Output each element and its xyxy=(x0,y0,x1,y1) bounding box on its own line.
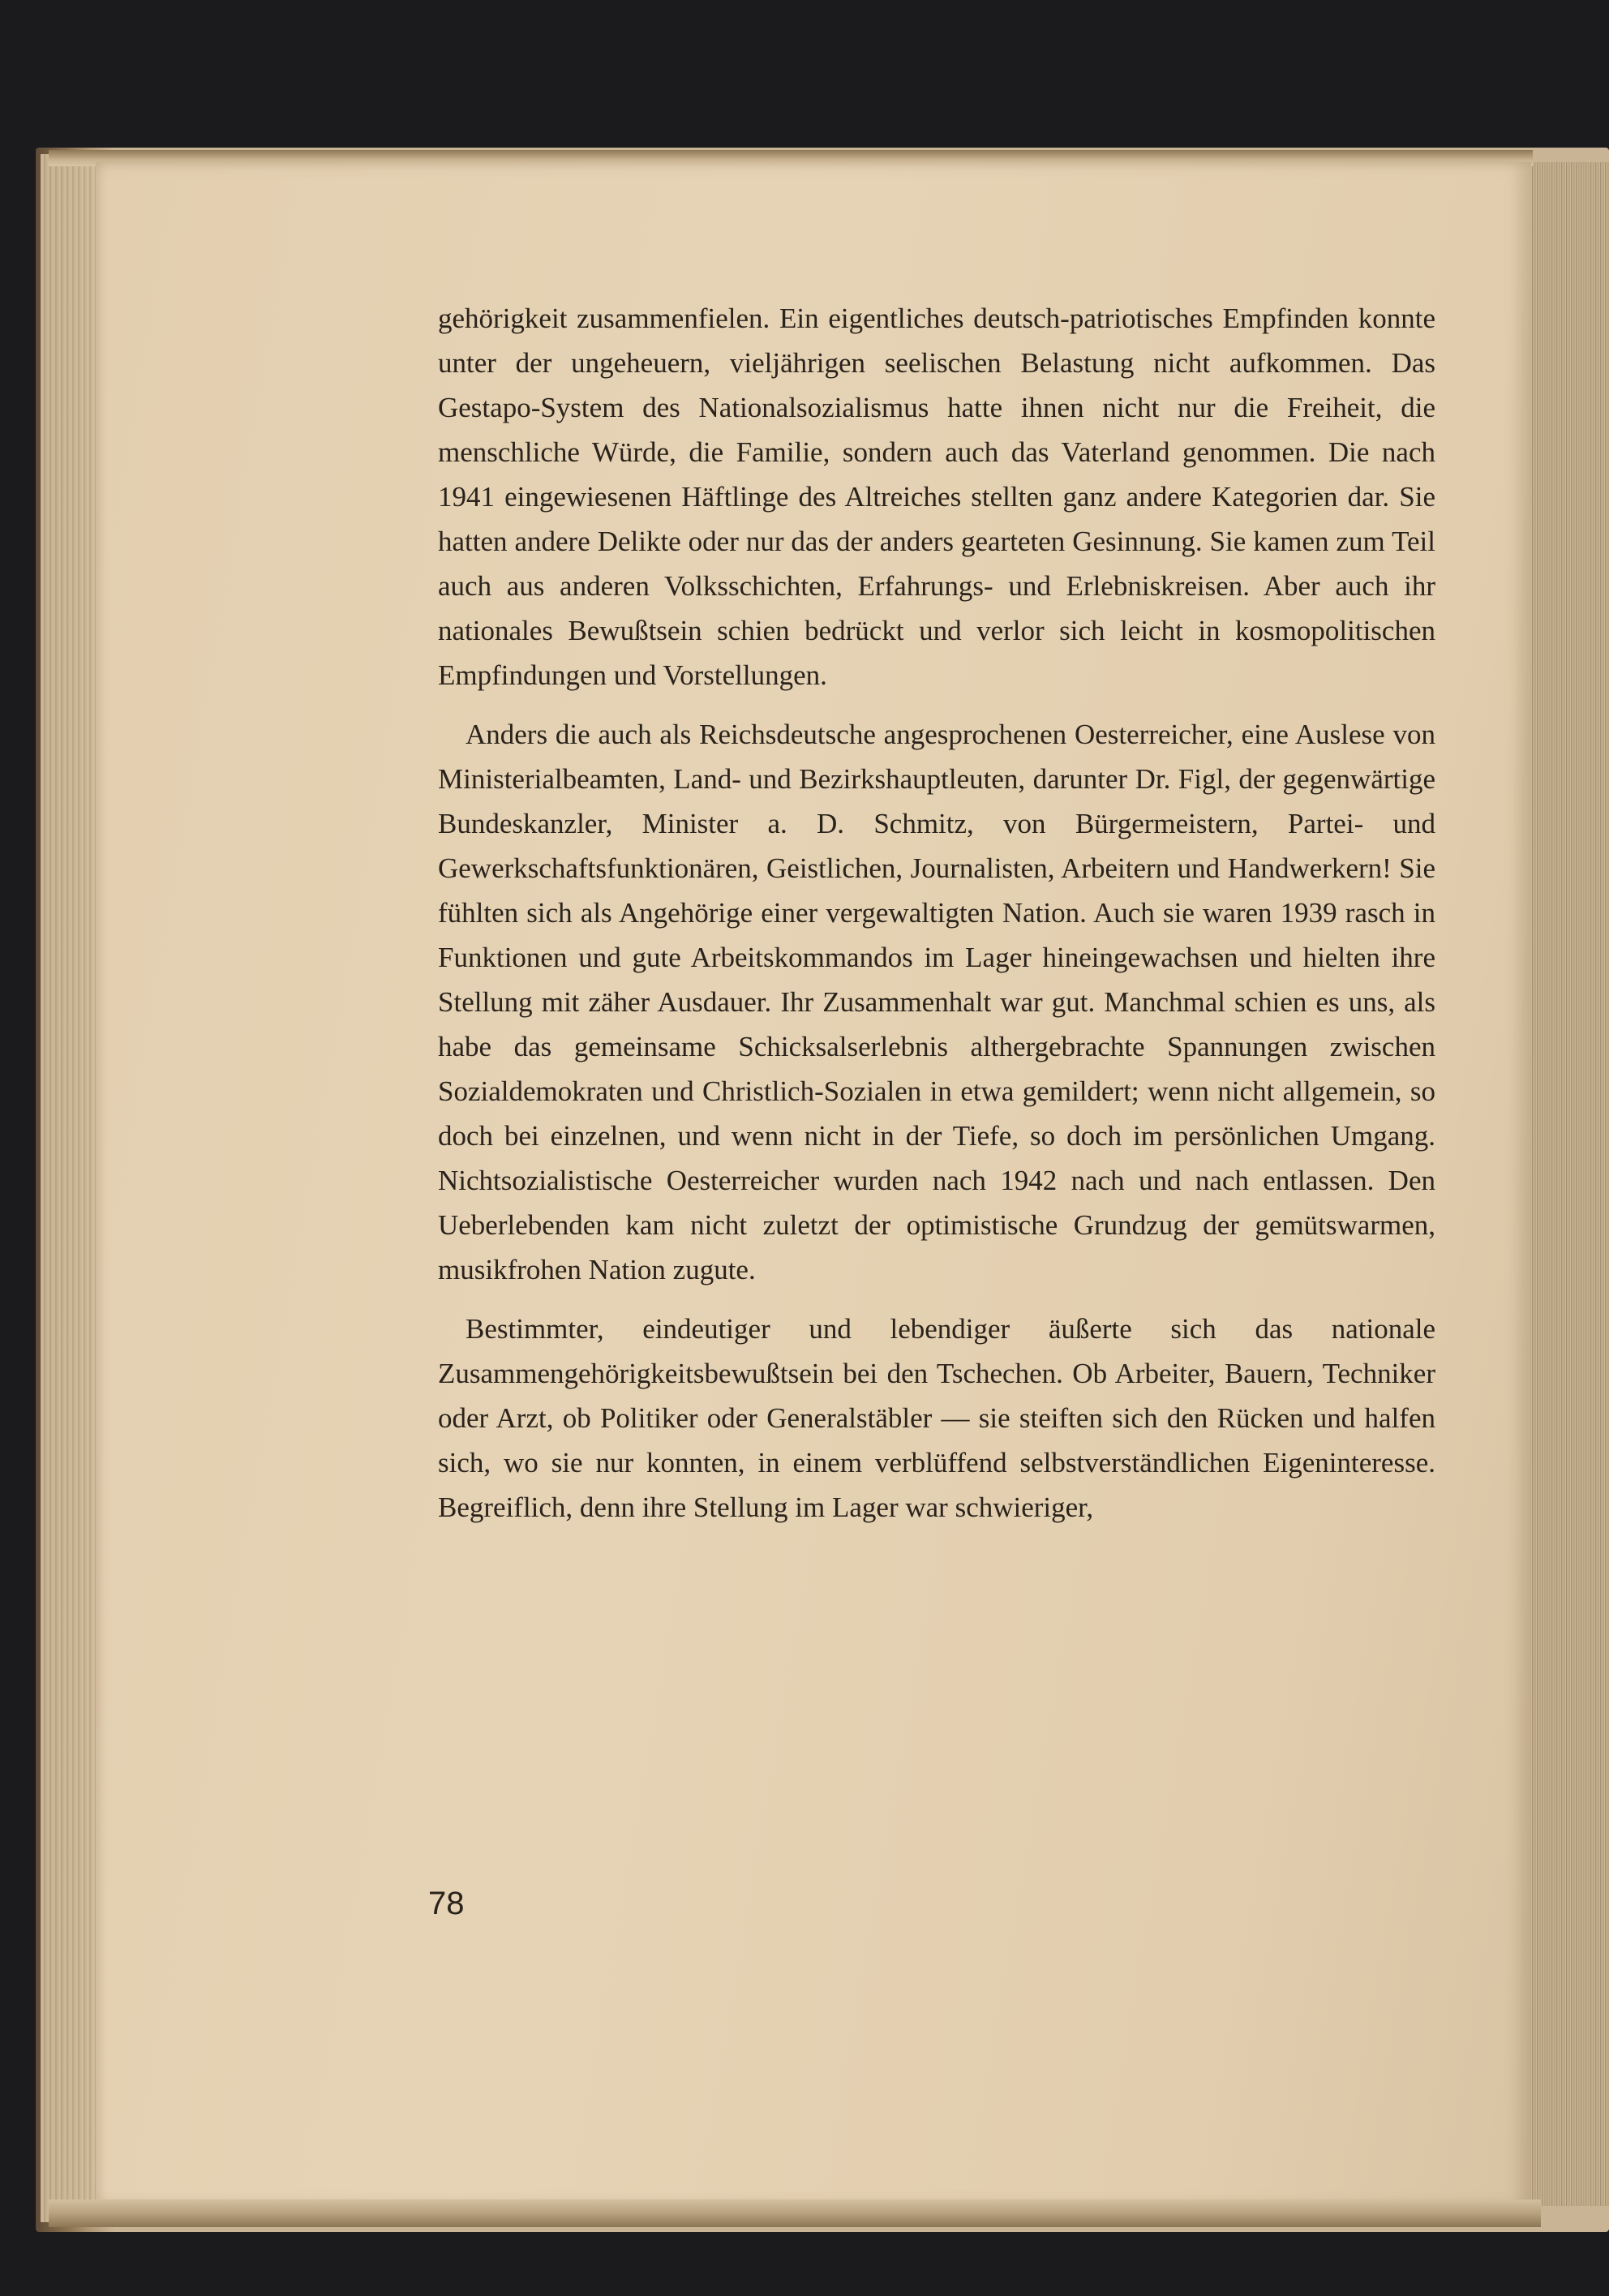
paragraph-3: Bestimmter, eindeutiger und lebendiger äußerte sich das nationale Zusammengehörigkeitsbewußtsein bei den Tschechen. Ob Arbeiter, Bauern, Techniker oder Arzt, ob Politiker oder Generalstäbler — sie steiften sich den Rücken und halfen sich, wo sie nur konnten, in einem verblüffend selbstverständlichen Eigeninteresse. Begreiflich, denn ihre Stellung im Lager war schwieriger, xyxy=(438,1313,1435,1523)
body-text xyxy=(438,296,1435,1530)
page-number: 78 xyxy=(428,1886,465,1921)
right-page-stack xyxy=(1532,162,1609,2206)
paragraph-1: gehörigkeit zusammenfielen. Ein eigentliches deutsch-patriotisches Empfinden konnte unter der ungeheuern, vieljährigen seelischen Belastung nicht aufkommen. Das Gestapo-System des Nationalsozialismus hatte ihnen nicht nur die Freiheit, die menschliche Würde, die Familie, sondern auch das Vaterland genommen. Die nach 1941 eingewiesenen Häftlinge des Altreiches stellten ganz andere Kategorien dar. Sie hatten andere Delikte oder nur das der anders gearteten Gesinnung. Sie kamen zum Teil auch aus anderen Volksschichten, Erfahrungs- und Erlebniskreisen. Aber auch ihr nationales Bewußtsein schien bedrückt und verlor sich leicht in kosmopolitischen Empfindungen und Vorstellungen. xyxy=(438,303,1435,691)
page-bottom-edge xyxy=(49,2199,1541,2227)
paragraph-2: Anders die auch als Reichsdeutsche angesprochenen Oesterreicher, eine Auslese von Ministerialbeamten, Land- und Bezirkshauptleuten, darunter Dr. Figl, der gegenwärtige Bundeskanzler, Minister a. D. Schmitz, von Bürgermeistern, Partei- und Gewerkschaftsfunktionären, Geistlichen, Journalisten, Arbeitern und Handwerkern! Sie fühlten sich als Angehörige einer vergewaltigten Nation. Auch sie waren 1939 rasch in Funktionen und gute Arbeitskommandos im Lager hineingewachsen und hielten ihre Stellung mit zäher Ausdauer. Ihr Zusammenhalt war gut. Manchmal schien es uns, als habe das gemeinsame Schicksalserlebnis althergebrachte Spannungen zwischen Sozialdemokraten und Christlich-Sozialen in etwa gemildert; wenn nicht allgemein, so doch bei einzelnen, und wenn nicht in der Tiefe, so doch im persönlichen Umgang. Nichtsozialistische Oesterreicher wurden nach 1942 nach und nach entlassen. Den Ueberlebenden kam nicht zuletzt der optimistische Grundzug der gemütswarmen, musikfrohen Nation zugute. xyxy=(438,719,1435,1285)
